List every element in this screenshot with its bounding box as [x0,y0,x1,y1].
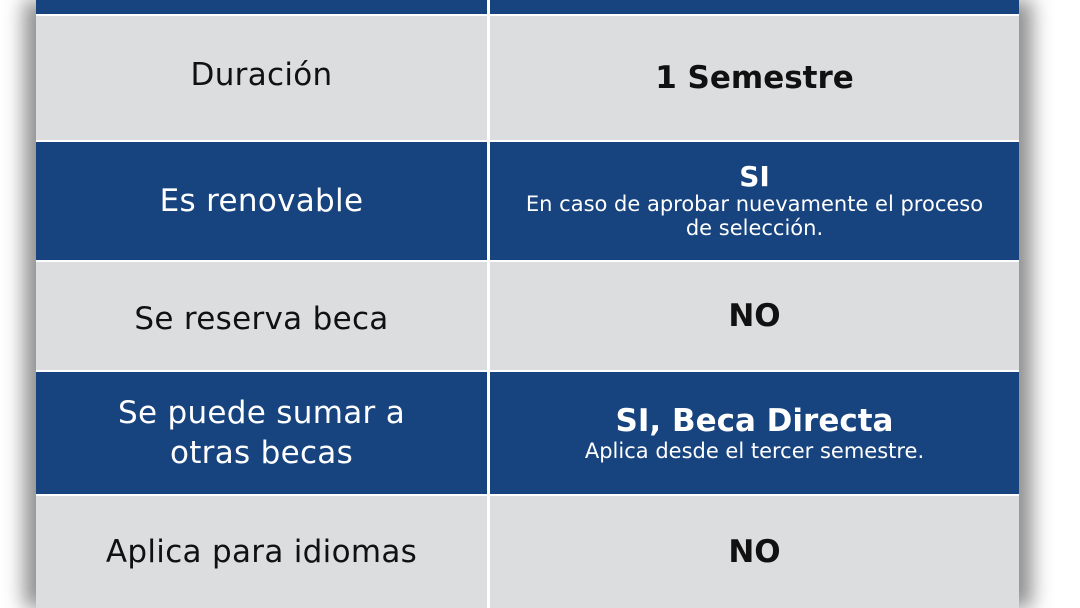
row-label: Aplica para idiomas [105,534,418,570]
value-cell [490,16,1019,140]
table-row-duracion [36,16,1019,140]
row-label: Duración [190,57,333,93]
table-row-reserva [36,262,1019,370]
table-row-renovable [36,142,1019,260]
table-row-idiomas [36,496,1019,608]
label-cell [36,372,487,494]
label-cell [36,496,487,608]
label-cell [36,16,487,140]
value-cell [490,142,1019,260]
row-note: Aplica desde el tercer semestre. [584,439,925,463]
row-value: 1 Semestre [655,60,854,96]
label-cell [36,142,487,260]
row-top-value-cell [490,0,1019,14]
row-label: Se puede sumar a otras becas [118,395,405,471]
table-row-sumar [36,372,1019,494]
row-value: NO [728,298,781,334]
scholarship-table [36,0,1019,608]
row-value: SI [739,160,770,193]
value-cell [490,496,1019,608]
value-cell [490,372,1019,494]
row-top-label-cell [36,0,487,14]
row-label: Es renovable [159,183,364,219]
row-value: SI, Beca Directa [615,403,894,439]
value-cell [490,262,1019,370]
row-label: Se reserva beca [134,301,389,337]
table-row-top [36,0,1019,14]
label-cell [36,262,487,370]
row-note: En caso de aprobar nuevamente el proceso de selección. [525,192,984,240]
row-value: NO [728,534,781,570]
